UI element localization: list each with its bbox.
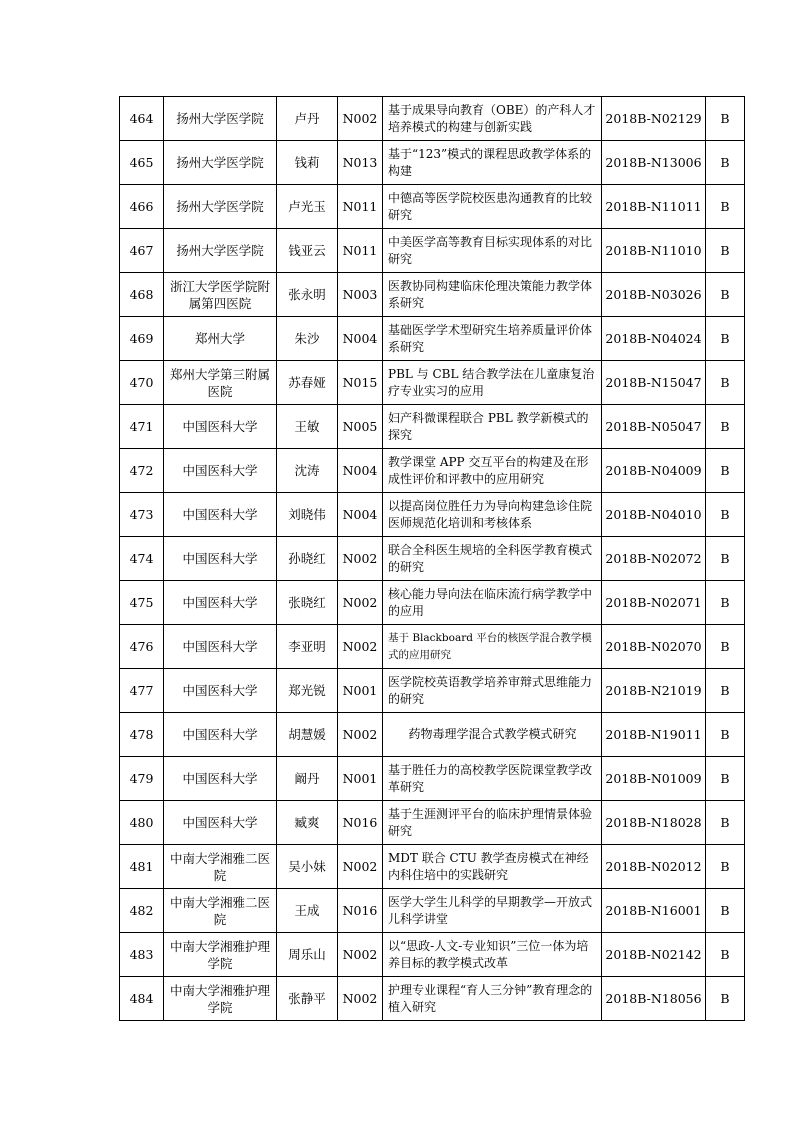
grade-cell: B	[706, 889, 745, 933]
category-code-cell: N011	[338, 185, 383, 229]
grade-cell: B	[706, 273, 745, 317]
table-row	[120, 361, 745, 405]
project-id-cell: 2018B-N04010	[602, 493, 706, 537]
table-row	[120, 273, 745, 317]
institution-cell: 中国医科大学	[164, 537, 277, 581]
grade-cell: B	[706, 141, 745, 185]
institution-cell: 扬州大学医学院	[164, 229, 277, 273]
leader-name-cell: 卢光玉	[277, 185, 338, 229]
institution-cell: 中国医科大学	[164, 801, 277, 845]
project-id-cell: 2018B-N04024	[602, 317, 706, 361]
grade-cell: B	[706, 757, 745, 801]
row-number: 483	[120, 933, 164, 977]
institution-cell: 中南大学湘雅护理学院	[164, 977, 277, 1021]
project-title-cell: 基于胜任力的高校教学医院课堂教学改革研究	[383, 757, 602, 801]
institution-cell: 扬州大学医学院	[164, 97, 277, 141]
project-title-cell: 基础医学学术型研究生培养质量评价体系研究	[383, 317, 602, 361]
table-row	[120, 317, 745, 361]
project-id-cell: 2018B-N02129	[602, 97, 706, 141]
leader-name-cell: 阚丹	[277, 757, 338, 801]
leader-name-cell: 钱亚云	[277, 229, 338, 273]
row-number: 467	[120, 229, 164, 273]
row-number: 482	[120, 889, 164, 933]
grade-cell: B	[706, 317, 745, 361]
table-body	[120, 97, 745, 1021]
table-row	[120, 185, 745, 229]
table-row	[120, 713, 745, 757]
category-code-cell: N004	[338, 317, 383, 361]
category-code-cell: N002	[338, 845, 383, 889]
row-number: 464	[120, 97, 164, 141]
table-row	[120, 757, 745, 801]
row-number: 477	[120, 669, 164, 713]
grade-cell: B	[706, 581, 745, 625]
category-code-cell: N002	[338, 537, 383, 581]
table-row	[120, 933, 745, 977]
table-row	[120, 581, 745, 625]
project-title-cell: 基于生涯测评平台的临床护理情景体验研究	[383, 801, 602, 845]
project-id-cell: 2018B-N19011	[602, 713, 706, 757]
category-code-cell: N003	[338, 273, 383, 317]
grade-cell: B	[706, 933, 745, 977]
institution-cell: 扬州大学医学院	[164, 185, 277, 229]
category-code-cell: N001	[338, 669, 383, 713]
project-title-cell: 教学课堂 APP 交互平台的构建及在形成性评价和评教中的应用研究	[383, 449, 602, 493]
grade-cell: B	[706, 405, 745, 449]
leader-name-cell: 张晓红	[277, 581, 338, 625]
leader-name-cell: 吴小妹	[277, 845, 338, 889]
project-id-cell: 2018B-N05047	[602, 405, 706, 449]
row-number: 474	[120, 537, 164, 581]
table-row	[120, 889, 745, 933]
category-code-cell: N002	[338, 581, 383, 625]
leader-name-cell: 郑光锐	[277, 669, 338, 713]
project-title-cell: 基于成果导向教育（OBE）的产科人才培养模式的构建与创新实践	[383, 97, 602, 141]
category-code-cell: N004	[338, 493, 383, 537]
category-code-cell: N005	[338, 405, 383, 449]
project-id-cell: 2018B-N21019	[602, 669, 706, 713]
row-number: 478	[120, 713, 164, 757]
leader-name-cell: 沈涛	[277, 449, 338, 493]
institution-cell: 中南大学湘雅二医院	[164, 889, 277, 933]
grade-cell: B	[706, 845, 745, 889]
grade-cell: B	[706, 713, 745, 757]
project-title-cell: 核心能力导向法在临床流行病学教学中的应用	[383, 581, 602, 625]
row-number: 472	[120, 449, 164, 493]
row-number: 479	[120, 757, 164, 801]
grade-cell: B	[706, 537, 745, 581]
table-row	[120, 493, 745, 537]
row-number: 481	[120, 845, 164, 889]
leader-name-cell: 钱莉	[277, 141, 338, 185]
project-title-cell: MDT 联合 CTU 教学查房模式在神经内科住培中的实践研究	[383, 845, 602, 889]
table-row	[120, 141, 745, 185]
leader-name-cell: 卢丹	[277, 97, 338, 141]
project-title-cell: 中德高等医学院校医患沟通教育的比较研究	[383, 185, 602, 229]
leader-name-cell: 张静平	[277, 977, 338, 1021]
institution-cell: 中国医科大学	[164, 581, 277, 625]
project-title-cell: 基于“123”模式的课程思政教学体系的构建	[383, 141, 602, 185]
project-title-cell: 中美医学高等教育目标实现体系的对比研究	[383, 229, 602, 273]
grade-cell: B	[706, 97, 745, 141]
project-title-cell: PBL 与 CBL 结合教学法在儿童康复治疗专业实习的应用	[383, 361, 602, 405]
project-title-cell: 以“思政-人文-专业知识”三位一体为培养目标的教学模式改革	[383, 933, 602, 977]
project-title-cell: 医学大学生儿科学的早期教学—开放式儿科学讲堂	[383, 889, 602, 933]
table-row	[120, 845, 745, 889]
category-code-cell: N015	[338, 361, 383, 405]
grade-cell: B	[706, 977, 745, 1021]
project-id-cell: 2018B-N16001	[602, 889, 706, 933]
category-code-cell: N002	[338, 97, 383, 141]
project-id-cell: 2018B-N18028	[602, 801, 706, 845]
leader-name-cell: 孙晓红	[277, 537, 338, 581]
project-id-cell: 2018B-N02142	[602, 933, 706, 977]
table-row	[120, 97, 745, 141]
grade-cell: B	[706, 449, 745, 493]
project-title-cell: 以提高岗位胜任力为导向构建急诊住院医师规范化培训和考核体系	[383, 493, 602, 537]
institution-cell: 扬州大学医学院	[164, 141, 277, 185]
institution-cell: 中国医科大学	[164, 713, 277, 757]
table-row	[120, 449, 745, 493]
category-code-cell: N002	[338, 625, 383, 669]
table-row	[120, 977, 745, 1021]
leader-name-cell: 臧爽	[277, 801, 338, 845]
leader-name-cell: 李亚明	[277, 625, 338, 669]
grade-cell: B	[706, 361, 745, 405]
institution-cell: 中南大学湘雅二医院	[164, 845, 277, 889]
table-row	[120, 537, 745, 581]
category-code-cell: N011	[338, 229, 383, 273]
row-number: 476	[120, 625, 164, 669]
category-code-cell: N004	[338, 449, 383, 493]
category-code-cell: N013	[338, 141, 383, 185]
leader-name-cell: 苏春娅	[277, 361, 338, 405]
project-id-cell: 2018B-N15047	[602, 361, 706, 405]
row-number: 475	[120, 581, 164, 625]
category-code-cell: N016	[338, 801, 383, 845]
row-number: 469	[120, 317, 164, 361]
row-number: 466	[120, 185, 164, 229]
project-id-cell: 2018B-N13006	[602, 141, 706, 185]
institution-cell: 中国医科大学	[164, 669, 277, 713]
institution-cell: 郑州大学第三附属医院	[164, 361, 277, 405]
grade-cell: B	[706, 625, 745, 669]
project-table	[119, 96, 745, 1021]
category-code-cell: N016	[338, 889, 383, 933]
leader-name-cell: 王敏	[277, 405, 338, 449]
category-code-cell: N001	[338, 757, 383, 801]
project-id-cell: 2018B-N02072	[602, 537, 706, 581]
project-id-cell: 2018B-N02071	[602, 581, 706, 625]
project-id-cell: 2018B-N18056	[602, 977, 706, 1021]
project-title-cell: 联合全科医生规培的全科医学教育模式的研究	[383, 537, 602, 581]
table-row	[120, 229, 745, 273]
category-code-cell: N002	[338, 977, 383, 1021]
institution-cell: 浙江大学医学院附属第四医院	[164, 273, 277, 317]
grade-cell: B	[706, 801, 745, 845]
table-row	[120, 405, 745, 449]
project-title-cell: 医教协同构建临床伦理决策能力教学体系研究	[383, 273, 602, 317]
project-id-cell: 2018B-N04009	[602, 449, 706, 493]
institution-cell: 中国医科大学	[164, 493, 277, 537]
project-id-cell: 2018B-N11011	[602, 185, 706, 229]
project-title-cell: 药物毒理学混合式教学模式研究	[383, 713, 602, 757]
grade-cell: B	[706, 493, 745, 537]
leader-name-cell: 张永明	[277, 273, 338, 317]
project-title-cell: 医学院校英语教学培养审辩式思维能力的研究	[383, 669, 602, 713]
leader-name-cell: 王成	[277, 889, 338, 933]
project-id-cell: 2018B-N02070	[602, 625, 706, 669]
project-id-cell: 2018B-N01009	[602, 757, 706, 801]
leader-name-cell: 周乐山	[277, 933, 338, 977]
institution-cell: 郑州大学	[164, 317, 277, 361]
row-number: 471	[120, 405, 164, 449]
row-number: 480	[120, 801, 164, 845]
row-number: 468	[120, 273, 164, 317]
institution-cell: 中国医科大学	[164, 625, 277, 669]
table-row	[120, 669, 745, 713]
row-number: 473	[120, 493, 164, 537]
project-title-cell: 妇产科微课程联合 PBL 教学新模式的探究	[383, 405, 602, 449]
row-number: 484	[120, 977, 164, 1021]
leader-name-cell: 刘晓伟	[277, 493, 338, 537]
row-number: 465	[120, 141, 164, 185]
row-number: 470	[120, 361, 164, 405]
table-row	[120, 801, 745, 845]
project-id-cell: 2018B-N03026	[602, 273, 706, 317]
institution-cell: 中国医科大学	[164, 449, 277, 493]
institution-cell: 中国医科大学	[164, 757, 277, 801]
institution-cell: 中国医科大学	[164, 405, 277, 449]
leader-name-cell: 朱沙	[277, 317, 338, 361]
category-code-cell: N002	[338, 933, 383, 977]
institution-cell: 中南大学湘雅护理学院	[164, 933, 277, 977]
project-title-cell: 基于 Blackboard 平台的核医学混合教学模式的应用研究	[383, 625, 602, 669]
project-title-cell: 护理专业课程“育人三分钟”教育理念的植入研究	[383, 977, 602, 1021]
leader-name-cell: 胡慧媛	[277, 713, 338, 757]
grade-cell: B	[706, 669, 745, 713]
grade-cell: B	[706, 185, 745, 229]
table-row	[120, 625, 745, 669]
category-code-cell: N002	[338, 713, 383, 757]
project-id-cell: 2018B-N02012	[602, 845, 706, 889]
project-id-cell: 2018B-N11010	[602, 229, 706, 273]
grade-cell: B	[706, 229, 745, 273]
